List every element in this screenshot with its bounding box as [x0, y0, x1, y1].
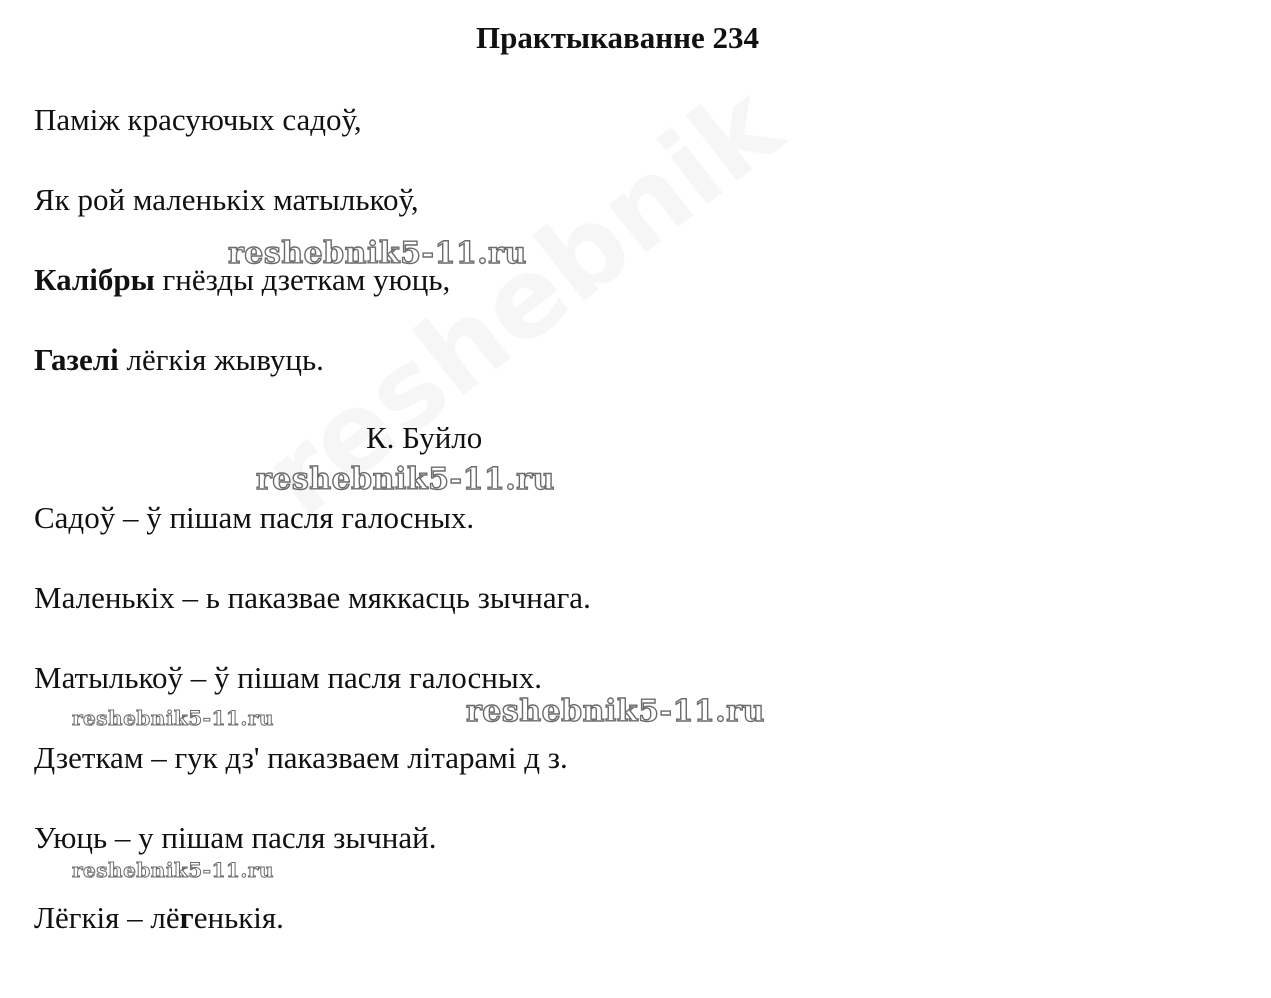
poem-line-4: [34, 340, 324, 380]
poem-line-2: Як рой маленькіх матылькоў,: [34, 182, 419, 217]
poem-line-3-rest: гнёзды дзеткам уюць,: [154, 262, 451, 297]
page-title: Практыкаванне 234: [475, 20, 759, 55]
poem-line-1: Паміж красуючых садоў,: [34, 102, 362, 137]
analysis-line-6-after: енькія.: [193, 900, 284, 935]
poem-line-4-bold: Газелі: [34, 342, 119, 377]
analysis-line-2: Маленькіх – ь паказвае мяккасць зычнага.: [34, 580, 591, 615]
analysis-line-6-bold: г: [179, 900, 194, 935]
analysis-line-1: Садоў – ў пішам пасля галосных.: [34, 500, 475, 535]
watermark-logo-5: reshebnik5-11.ru: [72, 858, 274, 882]
watermark-logo-1: reshebnik5-11.ru: [228, 236, 527, 271]
watermark-logo-3: reshebnik5-11.ru: [466, 694, 765, 729]
poem-line-3-bold: Калібры: [34, 262, 155, 297]
watermark-logo-4: reshebnik5-11.ru: [72, 706, 274, 730]
poem-line-4-rest: лёгкія жывуць.: [118, 342, 324, 377]
poem-author: К. Буйло: [366, 420, 483, 455]
analysis-line-6: [34, 898, 284, 938]
analysis-line-4: Дзеткам – гук дз' паказваем літарамі д з.: [34, 740, 568, 775]
analysis-line-6-before: Лёгкія – лё: [34, 900, 180, 935]
analysis-line-5: Уюць – у пішам пасля зычнай.: [34, 820, 437, 855]
watermark-logo-2: reshebnik5-11.ru: [256, 462, 555, 497]
analysis-line-3: Матылькоў – ў пішам пасля галосных.: [34, 660, 542, 695]
